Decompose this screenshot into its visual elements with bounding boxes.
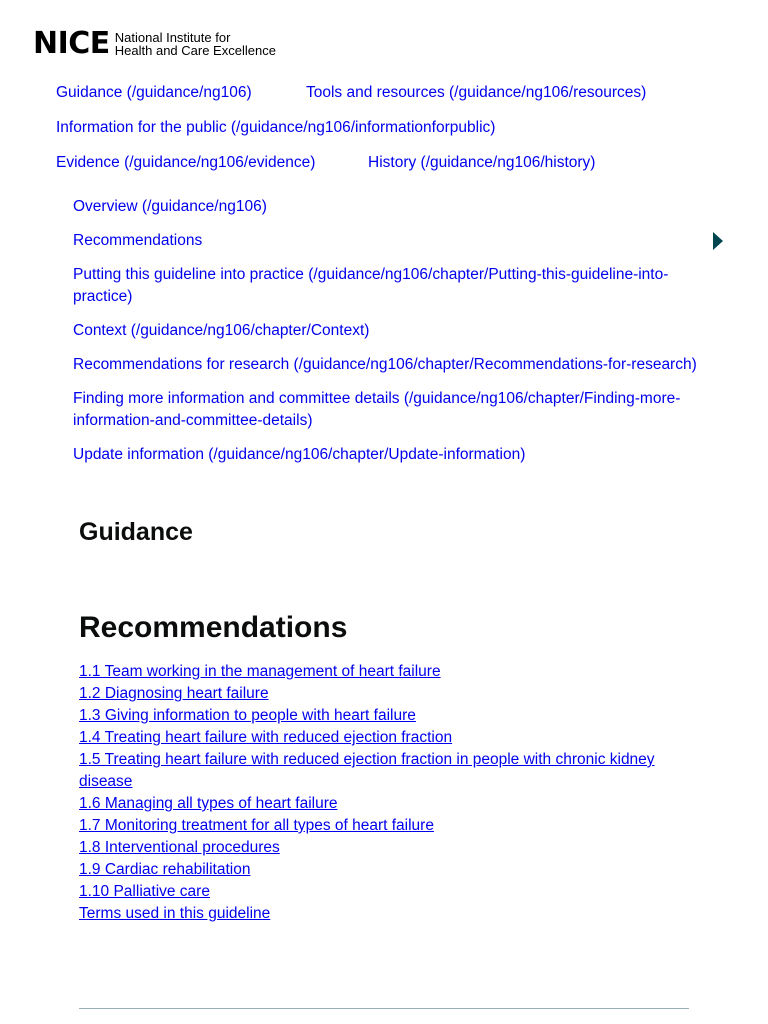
toc-link-overview[interactable]: Overview (/guidance/ng106) xyxy=(73,198,267,215)
toc-item xyxy=(73,354,703,376)
recommendations-list xyxy=(79,661,669,925)
tab-guidance[interactable]: Guidance (/guidance/ng106) xyxy=(56,84,252,101)
tab-information-for-public[interactable]: Information for the public (/guidance/ng106/informationforpublic) xyxy=(56,119,496,136)
toc-link-context[interactable]: Context (/guidance/ng106/chapter/Context) xyxy=(73,322,370,339)
nice-logo[interactable] xyxy=(33,28,276,60)
toc-link-update-information[interactable]: Update information (/guidance/ng106/chapter/Update-information) xyxy=(73,446,526,463)
section-title: Guidance xyxy=(79,518,193,546)
caret-right-icon[interactable] xyxy=(713,232,723,250)
logo-subtitle-line1: National Institute for xyxy=(114,30,231,45)
tab-evidence[interactable]: Evidence (/guidance/ng106/evidence) xyxy=(56,154,316,171)
list-item xyxy=(79,903,669,925)
list-item xyxy=(79,859,669,881)
toc-link-finding-more-information[interactable]: Finding more information and committee details (/guidance/ng106/chapter/Finding-more-information-and-committee-details) xyxy=(73,390,681,429)
logo-subtitle xyxy=(115,31,276,57)
rec-link-1-7[interactable]: 1.7 Monitoring treatment for all types of heart failure xyxy=(79,817,434,834)
rec-link-1-4[interactable]: 1.4 Treating heart failure with reduced ejection fraction xyxy=(79,729,453,746)
page-title: Recommendations xyxy=(79,611,348,644)
toc-item xyxy=(73,388,703,432)
toc-link-putting-into-practice[interactable]: Putting this guideline into practice (/guidance/ng106/chapter/Putting-this-guideline-into-practice) xyxy=(73,266,669,305)
list-item xyxy=(79,793,669,815)
toc-item xyxy=(73,264,703,308)
rec-link-1-2[interactable]: 1.2 Diagnosing heart failure xyxy=(79,685,269,702)
rec-link-1-5[interactable]: 1.5 Treating heart failure with reduced ejection fraction in people with chronic kidney disease xyxy=(79,751,655,790)
list-item xyxy=(79,749,669,793)
logo-subtitle-line2: Health and Care Excellence xyxy=(114,43,276,58)
toc-item xyxy=(73,320,703,342)
tab-history[interactable]: History (/guidance/ng106/history) xyxy=(368,154,596,171)
tab-tools-and-resources[interactable]: Tools and resources (/guidance/ng106/resources) xyxy=(306,84,647,101)
rec-link-terms[interactable]: Terms used in this guideline xyxy=(79,905,271,922)
section-divider xyxy=(79,1008,689,1009)
list-item xyxy=(79,837,669,859)
rec-link-1-10[interactable]: 1.10 Palliative care xyxy=(79,883,210,900)
list-item xyxy=(79,815,669,837)
rec-link-1-6[interactable]: 1.6 Managing all types of heart failure xyxy=(79,795,338,812)
rec-link-1-3[interactable]: 1.3 Giving information to people with heart failure xyxy=(79,707,416,724)
list-item xyxy=(79,881,669,903)
logo-wordmark: NICE xyxy=(33,26,110,61)
toc-item-current xyxy=(73,230,703,252)
toc-item xyxy=(73,196,703,218)
chapter-navigation xyxy=(73,196,703,478)
rec-link-1-8[interactable]: 1.8 Interventional procedures xyxy=(79,839,280,856)
list-item xyxy=(79,661,669,683)
list-item xyxy=(79,727,669,749)
list-item xyxy=(79,683,669,705)
rec-link-1-9[interactable]: 1.9 Cardiac rehabilitation xyxy=(79,861,251,878)
toc-link-recommendations-for-research[interactable]: Recommendations for research (/guidance/ng106/chapter/Recommendations-for-research) xyxy=(73,356,697,373)
toc-item xyxy=(73,444,703,466)
rec-link-1-1[interactable]: 1.1 Team working in the management of heart failure xyxy=(79,663,441,680)
list-item xyxy=(79,705,669,727)
toc-link-recommendations[interactable]: Recommendations xyxy=(73,232,203,249)
